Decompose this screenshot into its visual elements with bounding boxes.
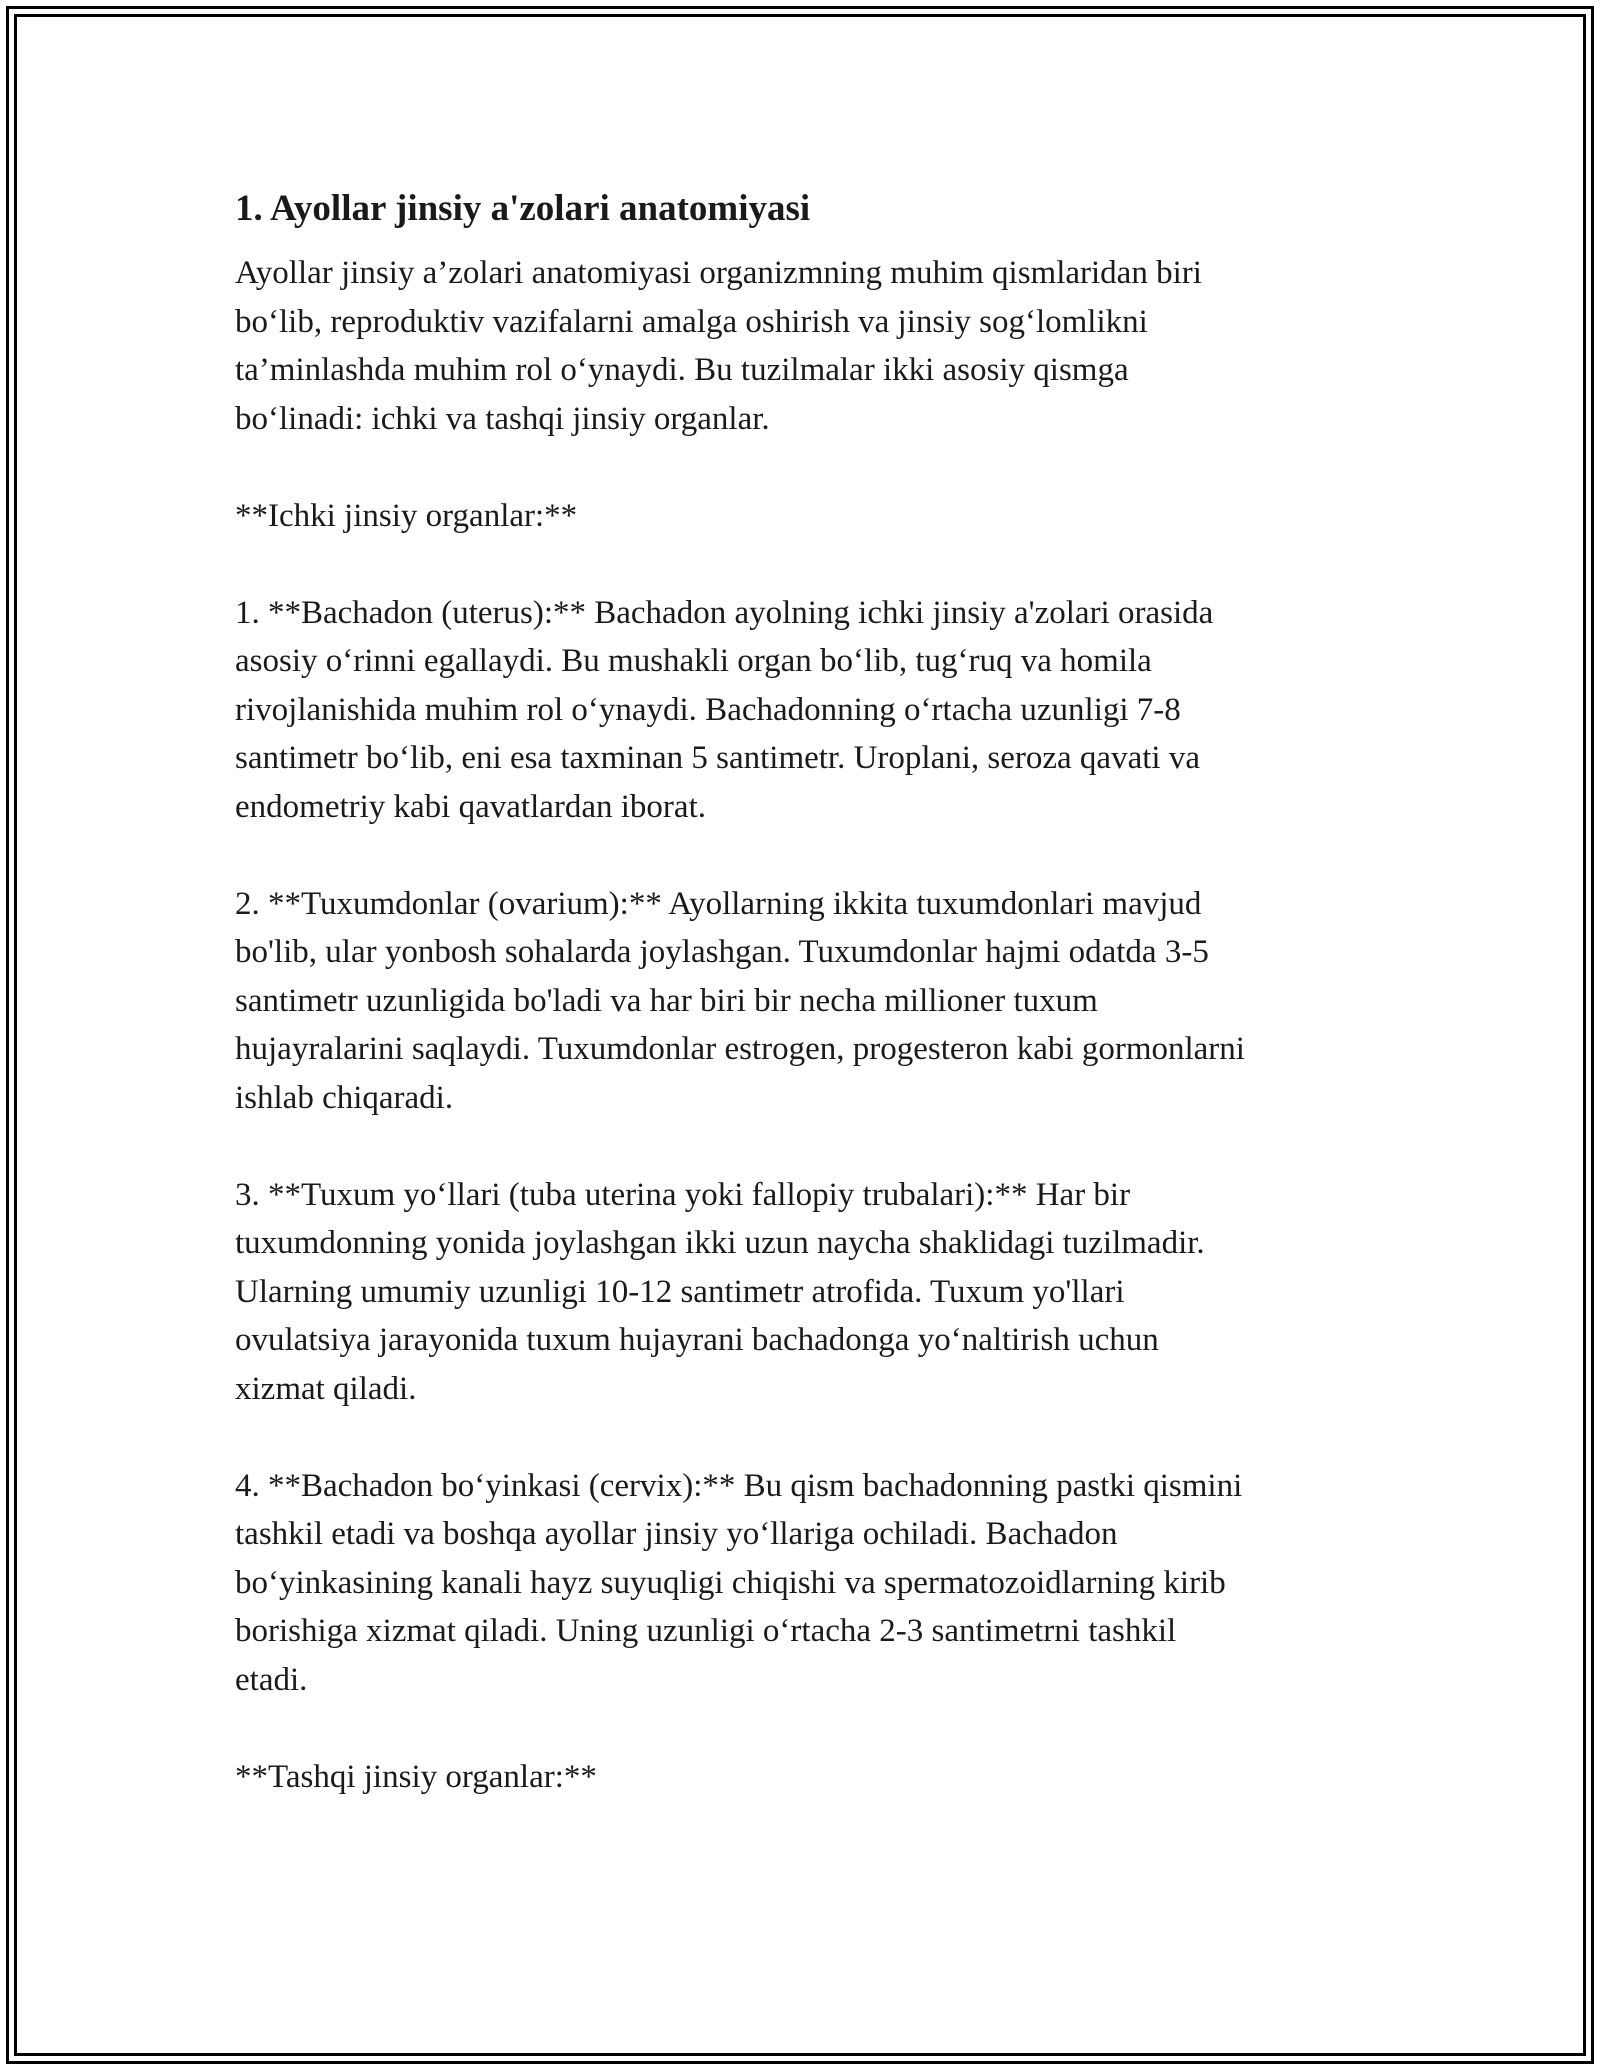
- text-line: 2. **Tuxumdonlar (ovarium):** Ayollarning ikkita tuxumdonlari mavjud: [235, 885, 1202, 922]
- text-line: santimetr uzunligida bo'ladi va har biri bir necha millioner tuxum: [235, 982, 1098, 1019]
- text-line: ta’minlashda muhim rol o‘ynaydi. Bu tuzilmalar ikki asosiy qismga: [235, 352, 1129, 388]
- document-body: [235, 185, 1380, 1850]
- text-line: endometriy kabi qavatlardan iborat.: [235, 788, 706, 825]
- text-line: bo'lib, ular yonbosh sohalarda joylashgan. Tuxumdonlar hajmi odatda 3-5: [235, 934, 1209, 970]
- text-line: bo‘linadi: ichki va tashqi jinsiy organlar.: [235, 400, 770, 437]
- text-line: xizmat qiladi.: [235, 1370, 417, 1407]
- text-line: 1. **Bachadon (uterus):** Bachadon ayolning ichki jinsiy a'zolari orasida: [235, 594, 1214, 631]
- paragraph-uterus: [235, 589, 1380, 832]
- text-line: 3. **Tuxum yo‘llari (tuba uterina yoki fallopiy trubalari):** Har bir: [235, 1176, 1131, 1213]
- text-line: Ayollar jinsiy a’zolari anatomiyasi organizmning muhim qismlaridan biri: [235, 255, 1202, 291]
- text-line: Ularning umumiy uzunligi 10-12 santimetr atrofida. Tuxum yo'llari: [235, 1273, 1125, 1310]
- paragraph-fallopian-tubes: [235, 1171, 1380, 1414]
- paragraph-cervix: [235, 1462, 1380, 1705]
- text-line: 4. **Bachadon bo‘yinkasi (cervix):** Bu qism bachadonning pastki qismini: [235, 1467, 1243, 1504]
- paragraph-ovaries: [235, 880, 1380, 1123]
- text-line: asosiy o‘rinni egallaydi. Bu mushakli organ bo‘lib, tug‘ruq va homila: [235, 643, 1152, 679]
- paragraph-intro: [235, 249, 1380, 443]
- text-line: **Tashqi jinsiy organlar:**: [235, 1758, 597, 1795]
- text-line: bo‘yinkasining kanali hayz suyuqligi chiqishi va spermatozoidlarning kirib: [235, 1564, 1226, 1601]
- text-line: etadi.: [235, 1661, 308, 1698]
- section-label-external: [235, 1753, 1380, 1802]
- text-line: bo‘lib, reproduktiv vazifalarni amalga oshirish va jinsiy sog‘lomlikni: [235, 303, 1148, 340]
- text-line: santimetr bo‘lib, eni esa taxminan 5 santimetr. Uroplani, seroza qavati va: [235, 740, 1200, 776]
- section-label-internal: [235, 492, 1380, 541]
- text-line: borishiga xizmat qiladi. Uning uzunligi o‘rtacha 2-3 santimetrni tashkil: [235, 1613, 1177, 1649]
- text-line: rivojlanishida muhim rol o‘ynaydi. Bachadonning o‘rtacha uzunligi 7-8: [235, 691, 1181, 728]
- document-heading: 1. Ayollar jinsiy a'zolari anatomiyasi: [235, 188, 811, 229]
- text-line: tashkil etadi va boshqa ayollar jinsiy yo‘llariga ochiladi. Bachadon: [235, 1516, 1118, 1552]
- text-line: ishlab chiqaradi.: [235, 1079, 454, 1116]
- text-line: ovulatsiya jarayonida tuxum hujayrani bachadonga yo‘naltirish uchun: [235, 1322, 1159, 1358]
- text-line: tuxumdonning yonida joylashgan ikki uzun naycha shaklidagi tuzilmadir.: [235, 1225, 1205, 1261]
- text-line: hujayralarini saqlaydi. Tuxumdonlar estrogen, progesteron kabi gormonlarni: [235, 1031, 1245, 1067]
- text-line: **Ichki jinsiy organlar:**: [235, 497, 578, 534]
